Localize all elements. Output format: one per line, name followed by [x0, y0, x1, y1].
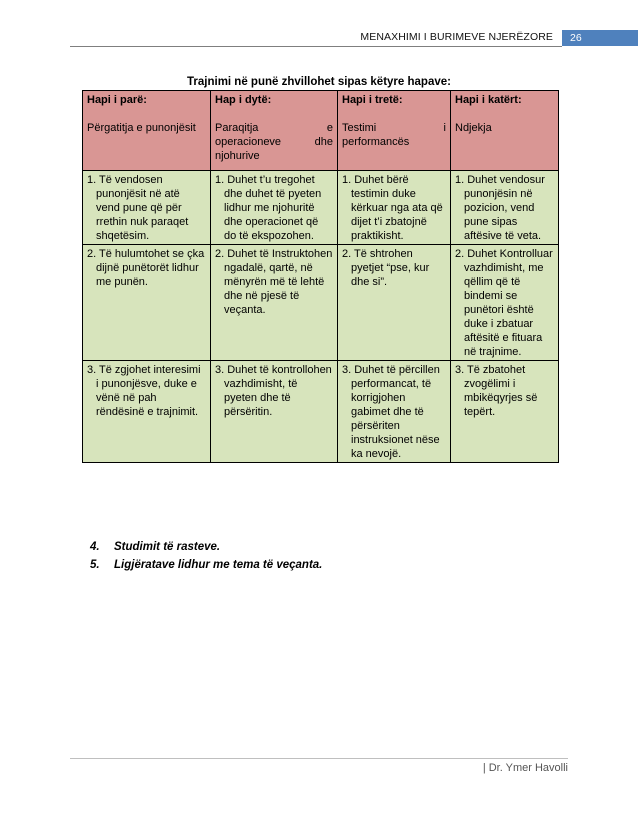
header-cell-step-4	[451, 91, 559, 171]
table-row	[83, 171, 559, 245]
list-item	[90, 556, 322, 574]
numbered-list	[90, 538, 322, 574]
header-cell-step-1	[83, 91, 211, 171]
table-cell: 1. Të vendosen punonjësit në atë vend pune që për rrethin nuk paraqet shqetësim.	[83, 171, 211, 245]
step-description-line: njohurive	[215, 150, 260, 162]
step-title: Hapi i katërt:	[455, 94, 522, 106]
list-item-text: Studimit të rasteve.	[114, 541, 221, 553]
page-number-badge: 26	[562, 30, 638, 46]
table-cell: 2. Duhet Kontrolluar vazhdimisht, me qëllim që të bindemi se punëtori është duke i zbatuar aftësitë e fituara në trajnime.	[451, 245, 559, 361]
table-cell: 2. Duhet të Instruktohen ngadalë, qartë, në mënyrën më të lehtë dhe në pjesë të veçanta.	[211, 245, 338, 361]
page-footer: | Dr. Ymer Havolli	[482, 762, 568, 774]
table-cell: 1. Duhet t’u tregohet dhe duhet të pyeten lidhur me njohuritë dhe operacionet që do të ekspozohen.	[211, 171, 338, 245]
step-description: Ndjekja	[455, 122, 492, 134]
table-caption: Trajnimi në punë zhvillohet sipas këtyre hapave:	[187, 76, 451, 88]
step-description: Përgatitja e punonjësit	[87, 122, 196, 134]
header-cell-step-3	[338, 91, 451, 171]
page-header	[0, 30, 638, 46]
list-item-text: Ligjëratave lidhur me tema të veçanta.	[114, 559, 323, 571]
table-header-row	[83, 91, 559, 171]
step-title: Hapi i tretë:	[342, 94, 403, 106]
table-cell: 1. Duhet vendosur punonjësin në pozicion, vend pune sipas aftësive të veta.	[451, 171, 559, 245]
table-row	[83, 245, 559, 361]
table-cell: 3. Duhet të përcillen performancat, të korrigjohen gabimet dhe të përsëriten instruksionet nëse ka nevojë.	[338, 361, 451, 463]
step-description-line: performancës	[342, 136, 410, 148]
table-cell: 2. Të hulumtohet se çka dijnë punëtorët lidhur me punën.	[83, 245, 211, 361]
table-cell: 1. Duhet bërë testimin duke kërkuar nga ata që dijet t’i zbatojnë praktikisht.	[338, 171, 451, 245]
step-title: Hap i dytë:	[215, 94, 272, 106]
list-item-number: 4.	[90, 541, 100, 553]
step-description-line: Testimi i	[342, 122, 446, 134]
header-divider	[70, 46, 562, 47]
table-cell: 3. Të zbatohet zvogëlimi i mbikëqyrjes së tepërt.	[451, 361, 559, 463]
table-cell: 2. Të shtrohen pyetjet “pse, kur dhe si”.	[338, 245, 451, 361]
step-description-line: operacioneve dhe	[215, 136, 333, 148]
table-row	[83, 361, 559, 463]
table-cell: 3. Duhet të kontrollohen vazhdimisht, të pyeten dhe të përsëritin.	[211, 361, 338, 463]
running-header-title: MENAXHIMI I BURIMEVE NJERËZORE	[360, 31, 553, 43]
training-steps-table	[82, 90, 559, 463]
table-cell: 3. Të zgjohet interesimi i punonjësve, duke e vënë në pah rëndësinë e trajnimit.	[83, 361, 211, 463]
header-cell-step-2	[211, 91, 338, 171]
list-item	[90, 538, 322, 556]
footer-divider	[70, 758, 568, 759]
step-title: Hapi i parë:	[87, 94, 147, 106]
step-description-line: Paraqitja e	[215, 122, 333, 134]
list-item-number: 5.	[90, 559, 100, 571]
